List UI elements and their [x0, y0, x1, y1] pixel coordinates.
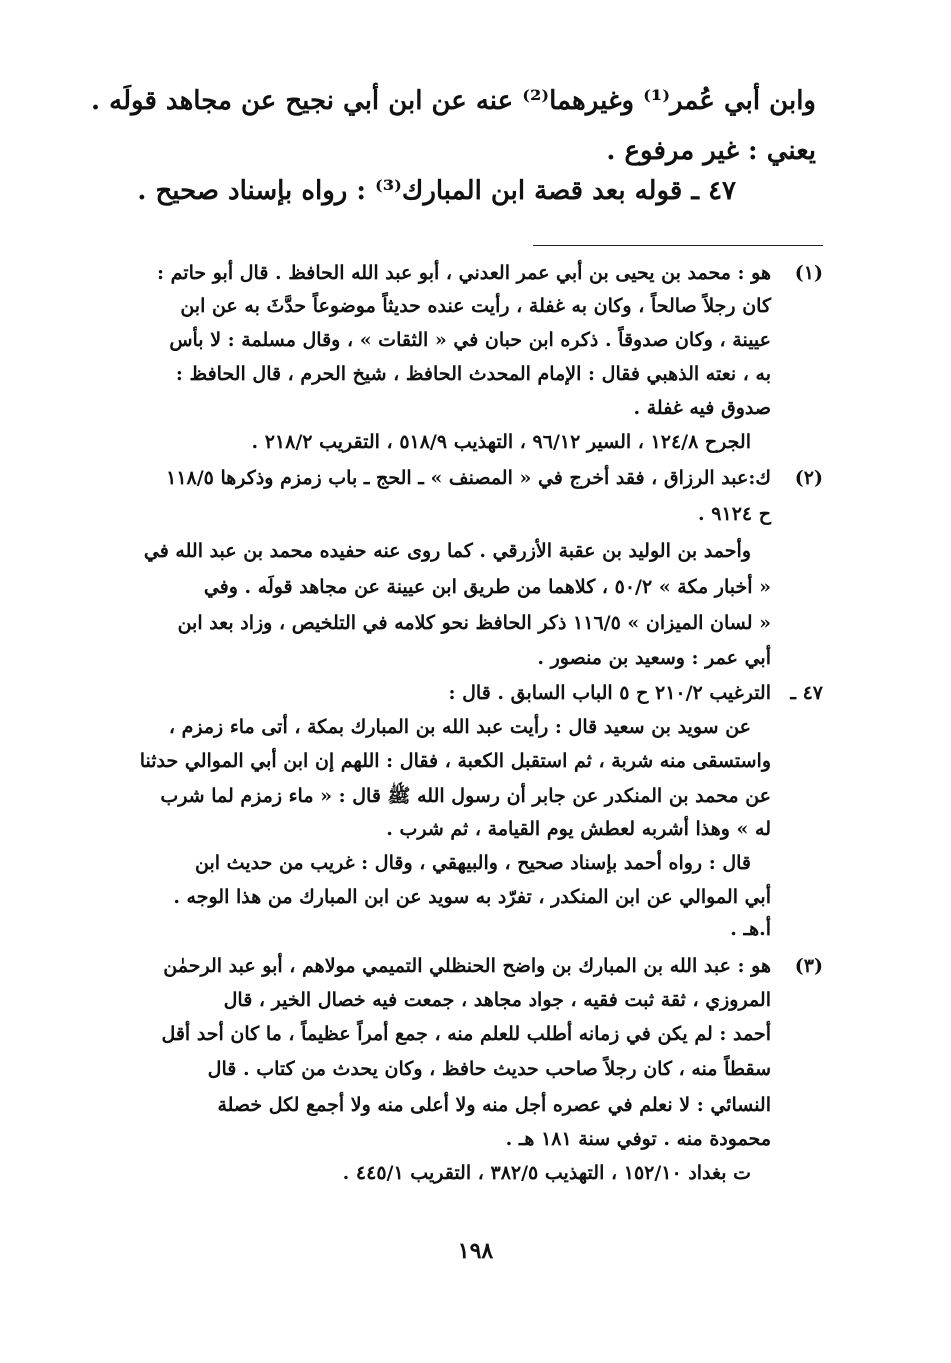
footnote-2-line: « لسان الميزان » ١١٦/٥ ذكر الحافظ نحو كلامه في التلخيص ، وزاد بعد ابن [177, 612, 771, 634]
footnote-2-marker: (٢) [794, 467, 823, 489]
footnote-1-line: هو : محمد بن يحيى بن أبي عمر العدني ، أبو عبد الله الحافظ . قال أبو حاتم : [157, 262, 771, 284]
footnote-2-line: ك:عبد الرزاق ، فقد أخرج في « المصنف » ـ الحج ـ باب زمزم وذكرها ١١٨/٥ [166, 467, 771, 489]
footnote-2-line: « أخبار مكة » ٥٠/٢ ، كلاهما من طريق ابن عيينة عن مجاهد قولَه . وفي [203, 576, 771, 598]
footnote-2-line: أبي عمر : وسعيد بن منصور . [537, 647, 771, 669]
footnote-47-line: قال : رواه أحمد بإسناد صحيح ، والبيهقي ، وقال : غريب من حديث ابن [195, 852, 751, 874]
footnote-47-line: له » وهذا أشربه لعطش يوم القيامة ، ثم شرب . [386, 818, 771, 840]
footnote-3-marker: (٣) [794, 955, 823, 977]
footnote-47-line: أبي الموالي عن ابن المنكدر ، تفرّد به سويد عن ابن المبارك من هذا الوجه . [173, 886, 771, 908]
footnote-1-line: كان رجلاً صالحاً ، وكان به غفلة ، رأيت عنده حديثاً موضوعاً حدَّثَ به عن ابن [180, 295, 771, 317]
footnote-1-marker: (١) [794, 262, 823, 284]
footnote-2-line: وأحمد بن الوليد بن عقبة الأزرقي . كما روى عنه حفيده محمد بن عبد الله في [143, 540, 751, 562]
page-number: ١٩٨ [457, 1238, 494, 1264]
footnote-3-line: محمودة منه . توفي سنة ١٨١ هـ . [505, 1128, 771, 1150]
footnote-separator [533, 245, 823, 246]
footnote-2-line: ح ٩١٢٤ . [698, 503, 771, 525]
main-text-line-1: وابن أبي عُمر⁽¹⁾ وغيرهما⁽²⁾ عنه عن ابن أبي نجيح عن مجاهد قولَه . [91, 86, 816, 116]
footnote-3-line: أحمد : لم يكن في زمانه أطلب للعلم منه ، جمع أمراً عظيماً ، ما كان أحد أقل [161, 1023, 771, 1045]
main-text-line-2: يعني : غير مرفوع . [606, 136, 816, 166]
footnote-3-line: النسائي : لا نعلم في عصره أجل منه ولا أعلى منه ولا أجمع لكل خصلة [217, 1094, 771, 1116]
footnote-3-line: سقطاً منه ، كان رجلاً صاحب حديث حافظ ، وكان يحدث من كتاب . قال [207, 1058, 771, 1080]
footnote-3-line: المروزي ، ثقة ثبت فقيه ، جواد مجاهد ، جمعت فيه خصال الخير ، قال [223, 989, 771, 1011]
footnote-47-line: عن سويد بن سعيد قال : رأيت عبد الله بن المبارك بمكة ، أتى ماء زمزم ، [168, 716, 751, 738]
footnote-47-line: واستسقى منه شربة ، ثم استقبل الكعبة ، فقال : اللهم إن ابن أبي الموالي حدثنا [139, 750, 771, 772]
footnote-47-marker: ٤٧ ـ [790, 682, 823, 704]
footnote-1-line: به ، نعته الذهبي فقال : الإمام المحدث الحافظ ، شيخ الحرم ، قال الحافظ : [175, 363, 771, 385]
footnote-47-line: أ.هـ . [730, 918, 771, 940]
footnote-1-line: صدوق فيه غفلة . [633, 397, 771, 419]
footnote-3-refs: ت بغداد ١٥٢/١٠ ، التهذيب ٣٨٢/٥ ، التقريب ٤٤٥/١ . [342, 1162, 751, 1184]
main-text-line-3: ٤٧ ـ قوله بعد قصة ابن المبارك⁽³⁾ : رواه بإسناد صحيح . [137, 176, 736, 206]
footnote-47-line: الترغيب ٢١٠/٢ ح ٥ الباب السابق . قال : [448, 682, 771, 704]
footnote-47-line: عن محمد بن المنكدر عن جابر أن رسول الله ﷺ قال : « ماء زمزم لما شرب [160, 785, 771, 807]
footnote-1-line: عيينة ، وكان صدوقاً . ذكره ابن حبان في « الثقات » ، وقال مسلمة : لا بأس [169, 329, 771, 351]
footnote-3-line: هو : عبد الله بن المبارك بن واضح الحنظلي التميمي مولاهم ، أبو عبد الرحمٰن [163, 955, 771, 977]
footnote-1-refs: الجرح ١٢٤/٨ ، السير ٩٦/١٢ ، التهذيب ٥١٨/٩ ، التقريب ٢١٨/٢ . [251, 431, 751, 453]
